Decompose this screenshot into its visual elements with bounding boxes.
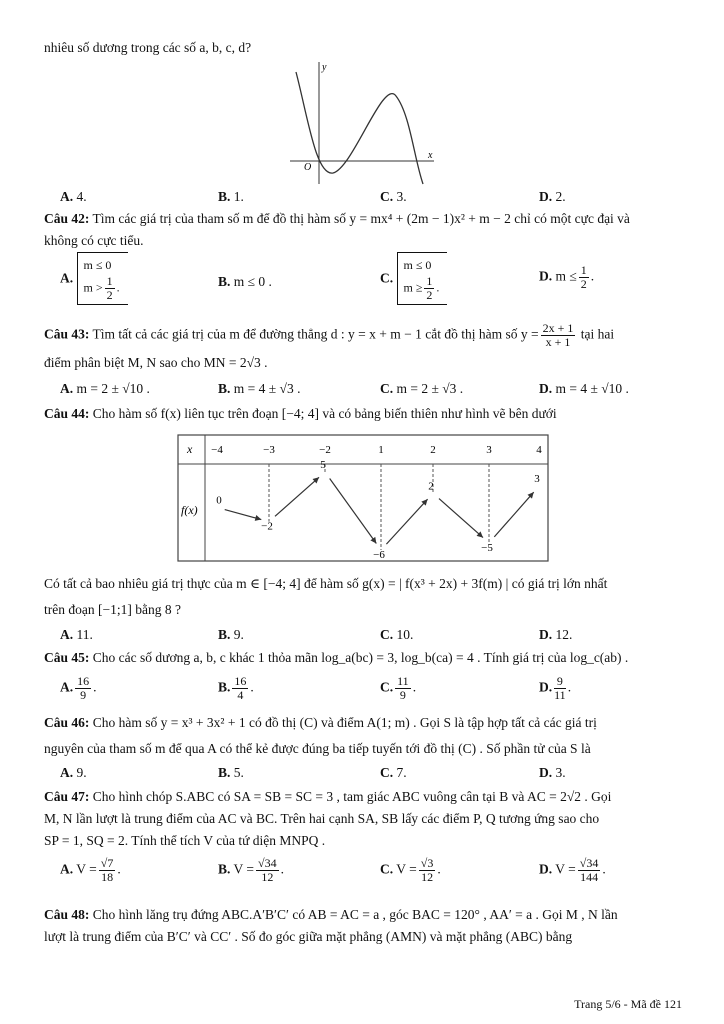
variation-table [177, 434, 549, 562]
x-tick-label: 2 [430, 444, 436, 456]
page-footer: Trang 5/6 - Mã đề 121 [574, 997, 682, 1011]
q45-text: Câu 45: Cho các số dương a, b, c khác 1 thỏa mãn log_a(bc) = 3, log_b(ca) = 4 . Tính giá trị của log_c(ab) . [44, 650, 629, 665]
q41-option-a: A. 4. [60, 189, 87, 204]
q43-option-d: D. m = 4 ± √10 . [539, 381, 629, 396]
variation-marks [211, 444, 542, 561]
q47-option-a: A. V = $\frac{√7}{18}$ . [60, 856, 121, 884]
q44-option-b: B. 9. [218, 627, 244, 642]
q41-option-b: B. 1. [218, 189, 244, 204]
q42-text2: không có cực tiểu. [44, 233, 144, 248]
x-tick-label: −4 [211, 444, 223, 456]
x-tick-label: 3 [486, 444, 492, 456]
q46-option-b: B. 5. [218, 765, 244, 780]
q43-option-a: A. m = 2 ± √10 . [60, 381, 150, 396]
q48-text2: lượt là trung điểm của B′C′ và CC′ . Số đo góc giữa mặt phẳng (AMN) và mặt phẳng (ABC) bằng [44, 929, 573, 944]
cubic-curve [296, 72, 423, 184]
q47-option-b: B. V = $\frac{√34}{12}$ . [218, 856, 284, 884]
q42-option-c: C. m ≤ 0 m ≥ $\frac{1}{2}$ . [380, 252, 447, 305]
q46-option-d: D. 3. [539, 765, 566, 780]
q43-option-b: B. m = 4 ± √3 . [218, 381, 301, 396]
cubic-graph [288, 58, 438, 188]
origin-label: O [304, 162, 312, 173]
f-value-label: −2 [261, 520, 273, 533]
q44-option-d: D. 12. [539, 627, 573, 642]
variation-arrow [330, 478, 377, 543]
f-value-label: 2 [428, 480, 434, 493]
arrow-head [370, 537, 376, 544]
f-value-label: 3 [534, 473, 540, 486]
q46-text2: nguyên của tham số m để qua A có thể kẻ được đúng ba tiếp tuyến tới đồ thị (C) . Số phần tử của S là [44, 741, 591, 756]
variation-arrow [275, 477, 319, 516]
q44-text3: trên đoạn [−1;1] bằng 8 ? [44, 602, 181, 617]
x-tick-label: −3 [263, 444, 275, 456]
q42-text: Câu 42: Tìm các giá trị của tham số m để đồ thị hàm số y = mx⁴ + (2m − 1)x² + m − 2 chỉ có một cực đại và [44, 211, 630, 226]
q47-text: Câu 47: Cho hình chóp S.ABC có SA = SB = SC = 3 , tam giác ABC vuông cân tại B và AC = 2√2 . Gọi [44, 789, 612, 804]
q47-text2: M, N lần lượt là trung điểm của AC và BC. Trên hai cạnh SA, SB lấy các điểm P, Q tương ứng sao cho [44, 811, 600, 826]
variation-arrow [439, 499, 483, 538]
f-value-label: −5 [481, 541, 493, 554]
q47-option-d: D. V = $\frac{√34}{144}$ . [539, 856, 606, 884]
q47-option-c: C. V = $\frac{√3}{12}$ . [380, 856, 441, 884]
f-value-label: −6 [373, 549, 385, 561]
q42-option-d: D. m ≤ $\frac{1}{2}$ . [539, 263, 595, 291]
x-axis-label: x [428, 150, 433, 161]
q41-option-d: D. 2. [539, 189, 566, 204]
q46-option-a: A. 9. [60, 765, 87, 780]
q44-text2: Có tất cả bao nhiêu giá trị thực của m ∈ [−4; 4] để hàm số g(x) = | f(x³ + 2x) + 3f(m) | có giá trị lớn nhất [44, 576, 608, 591]
x-tick-label: 4 [536, 444, 542, 456]
q46-text: Câu 46: Cho hàm số y = x³ + 3x² + 1 có đồ thị (C) và điểm A(1; m) . Gọi S là tập hợp tất cả các giá trị [44, 715, 597, 730]
q45-option-d: D. $\frac{9}{11}$ . [539, 674, 572, 702]
q42-option-b: B. m ≤ 0 . [218, 274, 272, 289]
q44-option-a: A. 11. [60, 627, 93, 642]
row-x-label: x [187, 442, 193, 456]
f-value-label: 5 [320, 459, 326, 471]
q45-option-c: C. $\frac{11}{9}$ . [380, 674, 417, 702]
q44-text: Câu 44: Cho hàm số f(x) liên tục trên đoạn [−4; 4] và có bảng biến thiên như hình vẽ bên dưới [44, 406, 557, 421]
variation-arrow [386, 499, 427, 544]
q44-option-c: C. 10. [380, 627, 414, 642]
intro-line: nhiêu số dương trong các số a, b, c, d? [44, 40, 252, 55]
y-axis-label: y [322, 62, 327, 73]
q46-option-c: C. 7. [380, 765, 407, 780]
q47-text3: SP = 1, SQ = 2. Tính thể tích V của tứ diện MNPQ . [44, 833, 326, 848]
x-tick-label: −2 [319, 444, 331, 456]
q43-text2: điểm phân biệt M, N sao cho MN = 2√3 . [44, 355, 268, 370]
q45-option-a: A. $\frac{16}{9}$ . [60, 674, 97, 702]
q48-text: Câu 48: Cho hình lăng trụ đứng ABC.A′B′C′ có AB = AC = a , góc BAC = 120° , AA′ = a . Gọi M , N lần [44, 907, 618, 922]
q41-option-c: C. 3. [380, 189, 407, 204]
x-tick-label: 1 [378, 444, 384, 456]
q43-text: Câu 43: Tìm tất cả các giá trị của m để đường thẳng d : y = x + m − 1 cắt đồ thị hàm số y = $\frac{2x + 1}{x + 1}$ tại hai [44, 321, 615, 349]
variation-arrow [494, 492, 533, 537]
q45-option-b: B. $\frac{16}{4}$ . [218, 674, 254, 702]
f-value-label: 0 [216, 494, 222, 507]
row-fx-label: f(x) [181, 503, 198, 517]
q42-option-a: A. m ≤ 0 m > $\frac{1}{2}$ . [60, 252, 128, 305]
q43-option-c: C. m = 2 ± √3 . [380, 381, 464, 396]
